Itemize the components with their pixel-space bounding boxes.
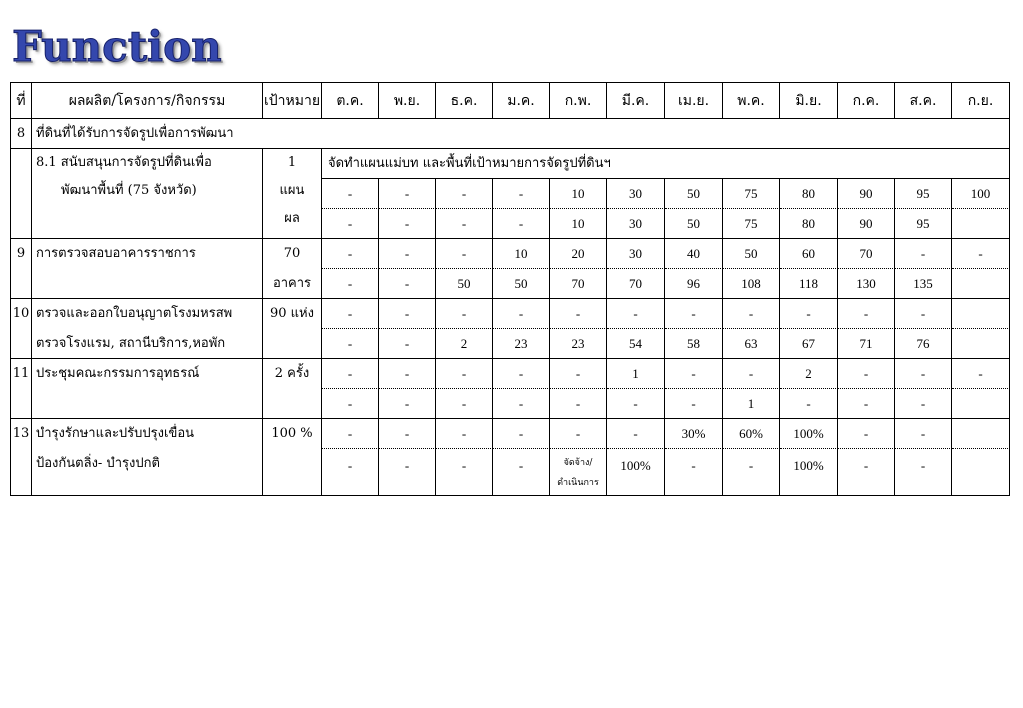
value-oct-result: -: [322, 389, 379, 419]
header-month-mar: มี.ค.: [607, 83, 665, 119]
value-sep-result: [952, 389, 1010, 419]
activity-cell-11: [32, 359, 263, 419]
header-no: ที่: [11, 83, 32, 119]
value-may-result: 1: [723, 389, 780, 419]
value-mar-result: 30: [607, 209, 665, 239]
target-cell-10: [263, 299, 322, 359]
value-nov-plan: -: [379, 239, 436, 269]
value-jun-plan: 2: [780, 359, 838, 389]
target-cell-11: [263, 359, 322, 419]
header-month-jul: ก.ค.: [838, 83, 895, 119]
value-aug-result: -: [895, 389, 952, 419]
value-dec-result: 50: [436, 269, 493, 299]
header-target: เป้าหมาย: [263, 83, 322, 119]
value-oct-result: -: [322, 329, 379, 359]
value-jun-plan: 80: [780, 179, 838, 209]
value-jul-plan: 90: [838, 179, 895, 209]
function-table: [10, 82, 1010, 496]
value-dec-plan: -: [436, 179, 493, 209]
value-nov-plan: -: [379, 359, 436, 389]
value-apr-plan: -: [665, 359, 723, 389]
value-nov-result: -: [379, 389, 436, 419]
value-jul-plan: -: [838, 359, 895, 389]
value-may-plan: 50: [723, 239, 780, 269]
value-feb-plan: -: [550, 359, 607, 389]
value-sep-result: [952, 209, 1010, 239]
value-oct-result: -: [322, 209, 379, 239]
target-cell-9: [263, 239, 322, 299]
header-month-dec: ธ.ค.: [436, 83, 493, 119]
value-may-plan: 60%: [723, 419, 780, 449]
activity-cell-10: [32, 299, 263, 359]
value-jul-result: -: [838, 389, 895, 419]
value-jun-plan: 100%: [780, 419, 838, 449]
activity-cell-9: [32, 239, 263, 299]
value-jan-result: 23: [493, 329, 550, 359]
value-sep-result: [952, 329, 1010, 359]
value-aug-result: -: [895, 449, 952, 496]
activity-cell-13: [32, 419, 263, 496]
value-apr-plan: 30%: [665, 419, 723, 449]
header-month-may: พ.ค.: [723, 83, 780, 119]
value-jun-result: 67: [780, 329, 838, 359]
value-feb-result: 10: [550, 209, 607, 239]
value-jan-plan: 10: [493, 239, 550, 269]
activity-line: 8.1 สนับสนุนการจัดรูปที่ดินเพื่อ: [36, 155, 212, 170]
value-jan-result: -: [493, 449, 550, 496]
value-may-result: -: [723, 449, 780, 496]
header-month-aug: ส.ค.: [895, 83, 952, 119]
value-dec-plan: -: [436, 239, 493, 269]
header-activity: ผลผลิต/โครงการ/กิจกรรม: [32, 83, 263, 119]
activity-line: ตรวจโรงแรม, สถานีบริการ,หอพัก: [36, 336, 226, 351]
value-apr-plan: -: [665, 299, 723, 329]
value-aug-result: 76: [895, 329, 952, 359]
value-aug-plan: 95: [895, 179, 952, 209]
target-line: ผล: [284, 211, 300, 226]
value-aug-plan: -: [895, 359, 952, 389]
value-apr-plan: 40: [665, 239, 723, 269]
value-sep-plan: -: [952, 359, 1010, 389]
value-jul-result: 71: [838, 329, 895, 359]
activity-cell-8-1: [32, 149, 263, 239]
section-label: ที่ดินที่ได้รับการจัดรูปเพื่อการพัฒนา: [32, 119, 1010, 149]
value-jul-plan: -: [838, 419, 895, 449]
value-sep-result: [952, 269, 1010, 299]
value-dec-result: -: [436, 449, 493, 496]
value-jan-plan: -: [493, 299, 550, 329]
value-nov-plan: -: [379, 179, 436, 209]
header-month-nov: พ.ย.: [379, 83, 436, 119]
value-oct-result: -: [322, 449, 379, 496]
value-oct-plan: -: [322, 299, 379, 329]
activity-line: ประชุมคณะกรรมการอุทธรณ์: [36, 366, 200, 381]
value-may-plan: -: [723, 299, 780, 329]
value-mar-plan: 30: [607, 179, 665, 209]
value-oct-result: -: [322, 269, 379, 299]
header-month-sep: ก.ย.: [952, 83, 1010, 119]
value-sep-plan: 100: [952, 179, 1010, 209]
activity-line: บำรุงรักษาและปรับปรุงเขื่อน: [36, 426, 195, 441]
item-number-8: 8: [11, 119, 32, 149]
value-feb-result: 23: [550, 329, 607, 359]
header-month-jun: มิ.ย.: [780, 83, 838, 119]
value-apr-result: 50: [665, 209, 723, 239]
value-jan-result: 50: [493, 269, 550, 299]
item-number-9: 9: [11, 239, 32, 299]
value-mar-plan: -: [607, 299, 665, 329]
target-line: อาคาร: [272, 276, 312, 291]
value-dec-plan: -: [436, 419, 493, 449]
item-number-empty: [11, 149, 32, 239]
page-title: Function: [12, 22, 222, 71]
value-aug-plan: -: [895, 419, 952, 449]
activity-line: พัฒนาพื้นที่ (75 จังหวัด): [61, 183, 197, 198]
value-mar-result: 70: [607, 269, 665, 299]
target-cell-13: [263, 419, 322, 496]
value-aug-plan: -: [895, 239, 952, 269]
value-oct-plan: -: [322, 419, 379, 449]
value-jun-result: 100%: [780, 449, 838, 496]
value-aug-result: 135: [895, 269, 952, 299]
plan-note: จัดทำแผนแม่บท และพื้นที่เป้าหมายการจัดรูปที่ดินฯ: [322, 149, 1010, 179]
value-nov-plan: -: [379, 299, 436, 329]
value-mar-plan: 1: [607, 359, 665, 389]
value-nov-result: -: [379, 269, 436, 299]
item-number-10: 10: [11, 299, 32, 359]
target-line: 90 แห่ง: [270, 306, 314, 321]
value-nov-result: -: [379, 209, 436, 239]
value-jul-result: 90: [838, 209, 895, 239]
item-number-11: 11: [11, 359, 32, 419]
target-line: แผน: [279, 183, 305, 198]
value-jan-plan: -: [493, 359, 550, 389]
activity-line: ตรวจและออกใบอนุญาตโรงมหรสพ: [36, 306, 233, 321]
value-feb-plan: -: [550, 419, 607, 449]
value-nov-plan: -: [379, 419, 436, 449]
activity-line: ป้องกันตลิ่ง- บำรุงปกติ: [36, 456, 160, 471]
target-line: 1: [287, 155, 297, 170]
value-dec-plan: -: [436, 299, 493, 329]
value-mar-result: 100%: [607, 449, 665, 496]
value-feb-plan: 10: [550, 179, 607, 209]
value-jul-result: 130: [838, 269, 895, 299]
value-dec-result: 2: [436, 329, 493, 359]
value-may-result: 63: [723, 329, 780, 359]
target-line: 70: [283, 246, 301, 261]
value-aug-result: 95: [895, 209, 952, 239]
value-jul-result: -: [838, 449, 895, 496]
value-nov-result: -: [379, 329, 436, 359]
header-month-feb: ก.พ.: [550, 83, 607, 119]
value-aug-plan: -: [895, 299, 952, 329]
value-jan-plan: -: [493, 179, 550, 209]
target-line: 2 ครั้ง: [274, 366, 310, 381]
value-apr-result: -: [665, 389, 723, 419]
value-feb-result: 70: [550, 269, 607, 299]
value-mar-result: -: [607, 389, 665, 419]
value-mar-result: 54: [607, 329, 665, 359]
value-mar-plan: -: [607, 419, 665, 449]
value-feb-result: -: [550, 389, 607, 419]
value-apr-result: 96: [665, 269, 723, 299]
value-sep-plan: [952, 419, 1010, 449]
value-jun-result: 118: [780, 269, 838, 299]
header-month-jan: ม.ค.: [493, 83, 550, 119]
value-may-result: 108: [723, 269, 780, 299]
value-mar-plan: 30: [607, 239, 665, 269]
value-oct-plan: -: [322, 359, 379, 389]
value-oct-plan: -: [322, 179, 379, 209]
value-apr-result: 58: [665, 329, 723, 359]
value-feb-plan: 20: [550, 239, 607, 269]
value-dec-plan: -: [436, 359, 493, 389]
value-sep-result: [952, 449, 1010, 496]
value-jun-result: -: [780, 389, 838, 419]
value-jan-result: -: [493, 389, 550, 419]
value-jan-result: -: [493, 209, 550, 239]
value-oct-plan: -: [322, 239, 379, 269]
value-jul-plan: 70: [838, 239, 895, 269]
value-sep-plan: -: [952, 239, 1010, 269]
value-may-result: 75: [723, 209, 780, 239]
target-cell-8-1: [263, 149, 322, 239]
header-month-apr: เม.ย.: [665, 83, 723, 119]
value-may-plan: -: [723, 359, 780, 389]
target-line: 100 %: [271, 426, 313, 441]
value-nov-result: -: [379, 449, 436, 496]
value-sep-plan: [952, 299, 1010, 329]
value-jun-plan: -: [780, 299, 838, 329]
value-dec-result: -: [436, 209, 493, 239]
header-month-oct: ต.ค.: [322, 83, 379, 119]
value-feb-plan: -: [550, 299, 607, 329]
value-jun-result: 80: [780, 209, 838, 239]
value-feb-result: จัดจ้าง/ ดำเนินการ: [550, 449, 607, 496]
item-number-13: 13: [11, 419, 32, 496]
value-jul-plan: -: [838, 299, 895, 329]
value-apr-plan: 50: [665, 179, 723, 209]
value-apr-result: -: [665, 449, 723, 496]
value-jun-plan: 60: [780, 239, 838, 269]
value-jan-plan: -: [493, 419, 550, 449]
value-may-plan: 75: [723, 179, 780, 209]
activity-line: การตรวจสอบอาคารราชการ: [36, 246, 196, 261]
value-dec-result: -: [436, 389, 493, 419]
